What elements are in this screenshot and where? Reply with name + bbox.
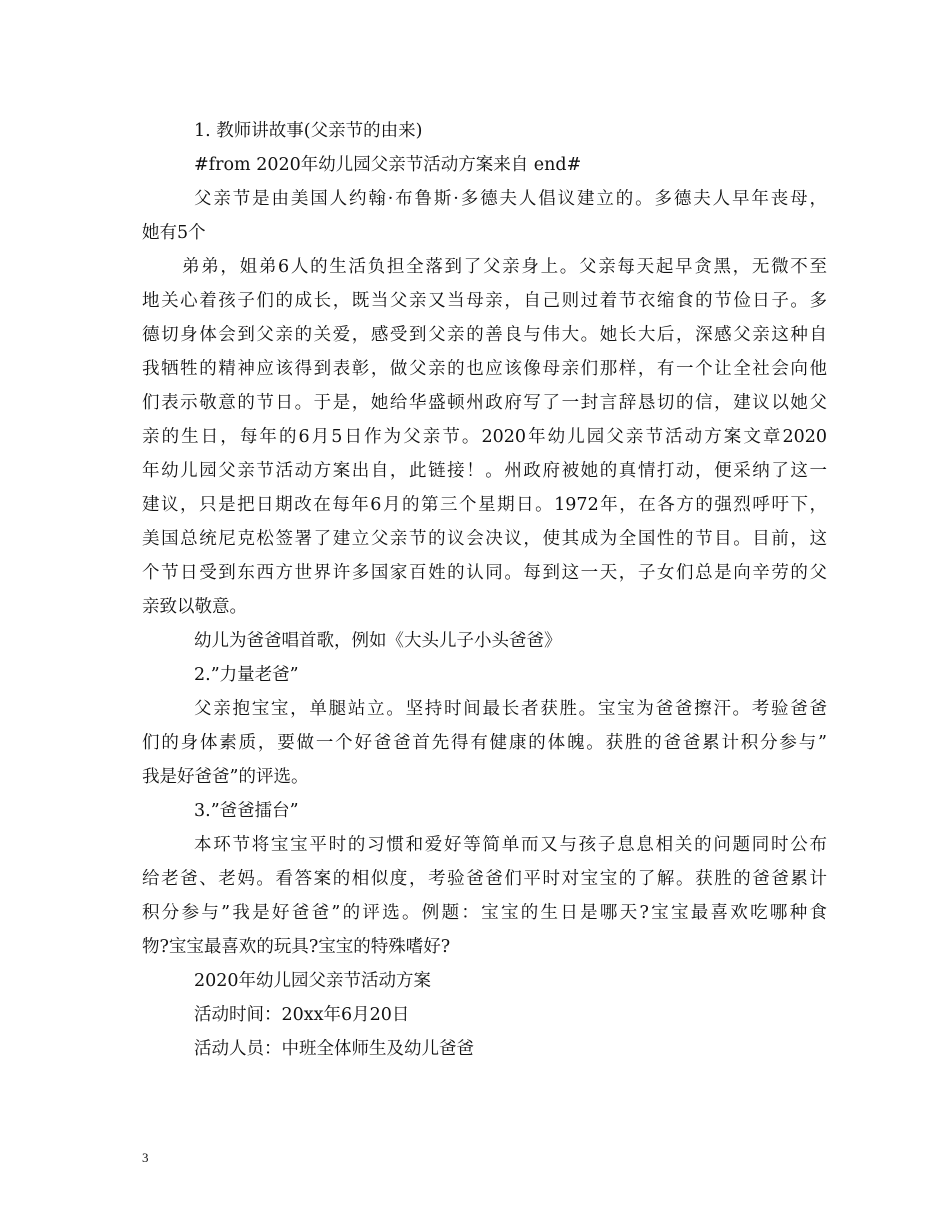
text-line: 们的身体素质，要做一个好爸爸首先得有健康的体魄。获胜的爸爸累计积分参与” [142, 733, 827, 753]
document-body [142, 114, 827, 1066]
text-line: 幼儿为爸爸唱首歌，例如《大头儿子小头爸爸》 [194, 631, 562, 651]
text-line: 亲的生日，每年的6月5日作为父亲节。2020年幼儿园父亲节活动方案文章2020 [142, 427, 827, 447]
text-line: 给老爸、老妈。看答案的相似度，考验爸爸们平时对宝宝的了解。获胜的爸爸累计 [142, 869, 827, 889]
text-line: 物?宝宝最喜欢的玩具?宝宝的特殊嗜好? [142, 937, 451, 957]
text-line: 2020年幼儿园父亲节活动方案 [194, 971, 432, 991]
text-line: 1. 教师讲故事(父亲节的由来) [194, 121, 423, 141]
text-line: 德切身体会到父亲的关爱，感受到父亲的善良与伟大。她长大后，深感父亲这种自 [142, 325, 827, 345]
text-line: 们表示敬意的节日。于是，她给华盛顿州政府写了一封言辞恳切的信，建议以她父 [142, 393, 827, 413]
text-line: 我是好爸爸”的评选。 [142, 767, 309, 787]
text-line: 2.”力量老爸” [194, 665, 299, 685]
text-line: 年幼儿园父亲节活动方案出自，此链接！。州政府被她的真情打动，便采纳了这一 [142, 461, 827, 481]
text-line: #from 2020年幼儿园父亲节活动方案来自 end# [194, 155, 582, 175]
text-line: 她有5个 [142, 223, 206, 243]
text-line: 积分参与”我是好爸爸”的评选。例题：宝宝的生日是哪天?宝宝最喜欢吃哪种食 [142, 903, 827, 923]
text-line: 我牺牲的精神应该得到表彰，做父亲的也应该像母亲们那样，有一个让全社会向他 [142, 359, 827, 379]
text-line: 弟弟，姐弟6人的生活负担全落到了父亲身上。父亲每天起早贪黑，无微不至 [182, 257, 827, 277]
text-line: 本环节将宝宝平时的习惯和爱好等简单而又与孩子息息相关的问题同时公布 [194, 835, 827, 855]
text-line: 父亲节是由美国人约翰·布鲁斯·多德夫人倡议建立的。多德夫人早年丧母， [194, 189, 827, 209]
text-line: 3.”爸爸擂台” [194, 801, 299, 821]
page-number: 3 [142, 1150, 149, 1165]
text-line: 活动时间：20xx年6月20日 [194, 1005, 410, 1025]
text-line: 建议，只是把日期改在每年6月的第三个星期日。1972年，在各方的强烈呼吁下， [142, 495, 827, 515]
text-line: 父亲抱宝宝，单腿站立。坚持时间最长者获胜。宝宝为爸爸擦汗。考验爸爸 [194, 699, 827, 719]
text-line: 亲致以敬意。 [142, 597, 247, 617]
text-line: 活动人员：中班全体师生及幼儿爸爸 [194, 1039, 474, 1059]
text-line: 地关心着孩子们的成长，既当父亲又当母亲，自己则过着节衣缩食的节俭日子。多 [142, 291, 827, 311]
text-line: 个节日受到东西方世界许多国家百姓的认同。每到这一天，子女们总是向辛劳的父 [142, 563, 827, 583]
text-line: 美国总统尼克松签署了建立父亲节的议会决议，使其成为全国性的节目。目前，这 [142, 529, 827, 549]
